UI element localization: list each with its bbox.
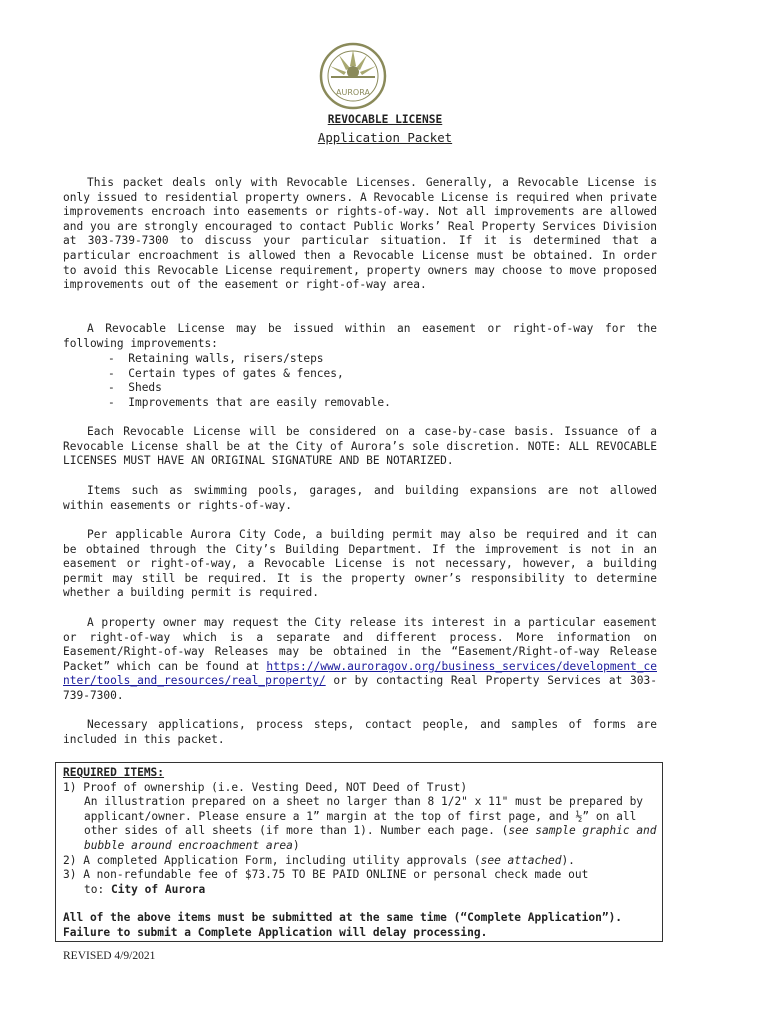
required-items-heading: REQUIRED ITEMS:: [63, 766, 165, 779]
paragraph-release: A property owner may request the City release its interest in a particular easement or right-of-way which is a separate and different process. More information on Easement/Right-of-way Releases may be obtained in the “Easement/Right-of-way Release Packet” which can be found at https://www.auroragov.org/business_services/development_center/tools_and_resources/real_property/ or by contacting Real Property Services at 303-739-7300.: [63, 616, 657, 702]
logo-text: AURORA: [336, 88, 370, 97]
required-items-footer: All of the above items must be submitted at the same time (“Complete Application”). Failure to submit a Complete Application will delay processing.: [63, 911, 623, 939]
improvements-list: [108, 352, 391, 410]
required-item-1-detail: An illustration prepared on a sheet no larger than 8 1/2" x 11" must be prepared by applicant/owner. Please ensure a 1” margin at the top of first page, and ½” on all other sides of all sheets (if more than 1). Number each page. (see sample graphic and bubble around encroachment area): [84, 795, 657, 852]
required-item-1: 1) Proof of ownership (i.e. Vesting Deed, NOT Deed of Trust): [63, 780, 468, 794]
paragraph-intro: This packet deals only with Revocable Licenses. Generally, a Revocable License is only issued to residential property owners. A Revocable License is required when private improvements encroach into easements or rights-of-way. Not all improvements are allowed and you are strongly encouraged to contact Public Works’ Real Property Services Division at 303-739-7300 to discuss your particular situation. If it is determined that a particular encroachment is allowed then a Revocable License must be obtained. In order to avoid this Revocable License requirement, property owners may choose to move proposed improvements out of the easement or right-of-way area.: [63, 176, 657, 292]
list-item: - Certain types of gates & fences,: [108, 367, 391, 382]
paragraph-not-allowed: Items such as swimming pools, garages, and building expansions are not allowed within easements or rights-of-way.: [63, 484, 657, 512]
required-item-2: 2) A completed Application Form, including utility approvals (see attached).: [63, 853, 575, 867]
document-subtitle: Application Packet: [317, 130, 453, 145]
paragraph-case-basis: Each Revocable License will be considered on a case-by-case basis. Issuance of a Revocable License shall be at the City of Aurora’s sole discretion. NOTE: ALL REVOCABLE LICENSES MUST HAVE AN ORIGINAL SIGNATURE AND BE NOTARIZED.: [63, 425, 657, 468]
document-title: REVOCABLE LICENSE: [327, 113, 443, 126]
real-property-link[interactable]: https://www.auroragov.org/business_services/development_center/tools_and_resources/real_property/: [63, 659, 657, 688]
aurora-seal-logo: [319, 42, 387, 110]
list-item: - Improvements that are easily removable.: [108, 396, 391, 411]
paragraph-improvements: A Revocable License may be issued within an easement or right-of-way for the following improvements:: [63, 322, 657, 350]
list-item: - Retaining walls, risers/steps: [108, 352, 391, 367]
list-item: - Sheds: [108, 381, 391, 396]
paragraph-building-permit: Per applicable Aurora City Code, a building permit may also be required and it can be obtained through the City’s Building Department. If the improvement is not in an easement or right-of-way, a Revocable License is not necessary, however, a building permit may still be required. It is the property owner’s responsibility to determine whether a building permit is required.: [63, 528, 657, 600]
required-item-3: 3) A non-refundable fee of $73.75 TO BE PAID ONLINE or personal check made out: [63, 868, 589, 882]
required-item-3-payee: to: City of Aurora: [84, 882, 206, 896]
revision-date: REVISED 4/9/2021: [63, 950, 156, 962]
paragraph-included: Necessary applications, process steps, contact people, and samples of forms are included in this packet.: [63, 718, 657, 746]
required-items-box: [55, 762, 663, 942]
